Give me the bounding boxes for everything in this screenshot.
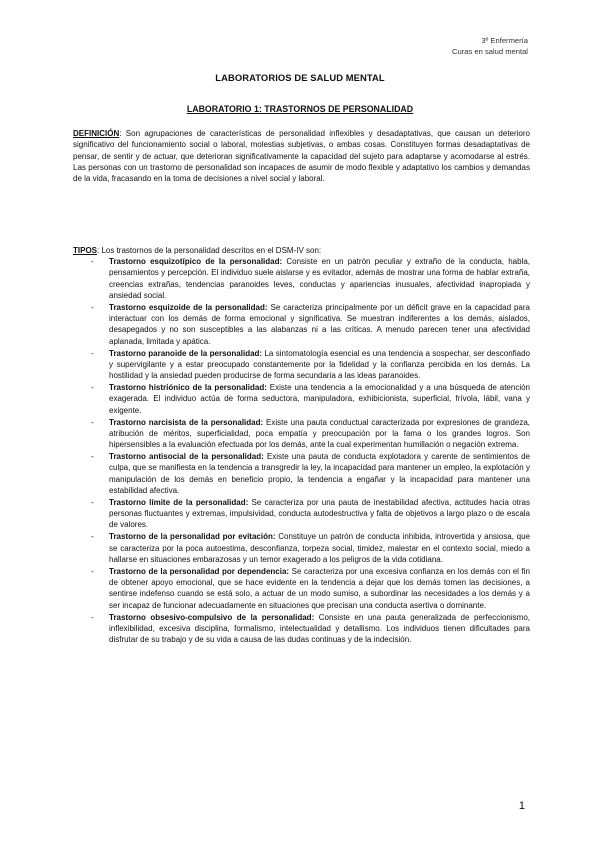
list-bullet: - bbox=[91, 383, 94, 393]
types-intro-text: : Los trastornos de la personalidad descritos en el DSM-IV son: bbox=[97, 246, 322, 255]
document-title: LABORATORIOS DE SALUD MENTAL bbox=[215, 72, 385, 83]
header-subject: Curas en salud mental bbox=[452, 47, 528, 56]
definition-text: : Son agrupaciones de características de personalidad inflexibles y desadaptativas, que causan un deterioro significativo del funcionamiento social o laboral, molestias subjetivas, o ambas cosas. Constituyen formas desadaptativas de pensar, de sentir y de actuar, que deterioran significativamente la capacidad del sujeto para adaptarse y acomodarse al estrés. Las personas con un trastorno de personalidad son incapaces de asumir de modo flexible y adaptativo los cambios y demandas de la vida, fracasando en la toma de decisiones a nivel social y laboral. bbox=[73, 129, 530, 184]
definition-paragraph bbox=[73, 128, 530, 184]
item-name: Trastorno de la personalidad por evitación: bbox=[109, 532, 276, 542]
list-item bbox=[73, 417, 530, 451]
list-item bbox=[73, 531, 530, 565]
item-text: Consiste en un patrón peculiar y extraño de la conducta, habla, pensamientos y percepción. El individuo suele aislarse y es evitador, además de mostrar una forma de hablar extraña, creencias extrañas, tendencias paranoides leves, conductas y apariencias inusuales, afectividad inapropiada y ansiedad social. bbox=[109, 257, 531, 300]
list-item bbox=[73, 256, 530, 301]
item-text: Existe una tendencia a la emocionalidad y a una búsqueda de atención exagerada. El individuo actúa de forma seductora, manipuladora, exhibicionista, superficial, frívola, lábil, vana y exigente. bbox=[109, 383, 530, 415]
list-item bbox=[73, 451, 530, 496]
list-bullet: - bbox=[91, 497, 94, 507]
list-bullet: - bbox=[91, 417, 94, 427]
list-bullet: - bbox=[91, 302, 94, 312]
item-name: Trastorno esquizotípico de la personalidad: bbox=[109, 257, 283, 266]
item-text: Se caracteriza por una pauta de inestabilidad afectiva, actitudes hacia otras personas fluctuantes y extremas, impulsividad, conducta autodestructiva y falta de objetivos a largo plazo o de escala de valores. bbox=[109, 497, 530, 530]
item-name: Trastorno de la personalidad por dependencia: bbox=[109, 566, 290, 576]
document-subtitle: LABORATORIO 1: TRASTORNOS DE PERSONALIDAD bbox=[186, 104, 414, 114]
item-text: Constituye un patrón de conducta inhibida, introvertida y ansiosa, que se caracteriza por la poca autoestima, desconfianza, torpeza social, timidez, malestar en el contexto social, miedo a hallarse en situaciones embarazosas y un temor exagerado a los peligros de la vida cotidiana. bbox=[109, 532, 530, 564]
item-name: Trastorno paranoide de la personalidad: bbox=[109, 348, 263, 358]
item-name: Trastorno antisocial de la personalidad: bbox=[109, 452, 264, 462]
item-name: Trastorno narcisista de la personalidad: bbox=[109, 417, 264, 427]
disorder-list bbox=[73, 256, 530, 646]
item-name: Trastorno histriónico de la personalidad: bbox=[109, 383, 267, 393]
item-text: Existe una pauta conductual caracterizada por expresiones de grandeza, atribución de méritos, superficialidad, poca empatía y preocupación por la fama o los grandes logros. Son hipersensibles a la evaluación efectuada por los demás, ante la cual experimentan humillación o negación extrema. bbox=[109, 417, 530, 450]
item-text: Se caracteriza principalmente por un déficit grave en la capacidad para interactuar con los demás de forma emocional y significativa. Se muestran indiferentes a los demás, aislados, desapegados y no son susceptibles a las alabanzas ni a las críticas. A menudo parecen tener una afectividad aplanada, limitada y apática. bbox=[109, 302, 530, 346]
list-item bbox=[73, 566, 530, 611]
types-label: TIPOS bbox=[73, 246, 98, 255]
list-item bbox=[73, 348, 530, 382]
item-text: La sintomatología esencial es una tendencia a sospechar, ser desconfiado y supervigilante y a estar preocupado constantemente por la fidelidad y la confianza percibida en los demás. La hostilidad y la ansiedad pueden producirse de forma secundaria a las ideas paranoides. bbox=[109, 348, 530, 381]
item-text: Existe una pauta de conducta explotadora y carente de sentimientos de culpa, que se manifiesta en la tendencia a transgredir la ley, la incapacidad para mantener un empleo, la explotación y manipulación de los demás en beneficio propio, la tendencia a engañar y la incapacidad para mantener una estabilidad afectiva. bbox=[109, 452, 530, 495]
list-item bbox=[73, 382, 530, 416]
page-header bbox=[452, 35, 528, 57]
list-bullet: - bbox=[91, 566, 94, 576]
page-number: 1 bbox=[518, 800, 525, 812]
item-name: Trastorno obsesivo-compulsivo de la personalidad: bbox=[109, 612, 315, 622]
list-bullet: - bbox=[91, 452, 94, 462]
item-name: Trastorno límite de la personalidad: bbox=[109, 497, 249, 507]
list-item bbox=[73, 612, 530, 646]
item-text: Se caracteriza por una excesiva confianza en los demás con el fin de obtener apoyo emocional, que se hace evidente en la tendencia a dejar que los demás tomen las decisiones, a sentirse indefenso cuando se está solo, a actuar de un modo sumiso, a subordinar las necesidades a los demás y a ser incapaz de funcionar adecuadamente en situaciones que precisan una conducta asertiva o dominante. bbox=[109, 566, 530, 610]
list-item bbox=[73, 497, 530, 531]
item-name: Trastorno esquizoide de la personalidad: bbox=[109, 302, 268, 312]
header-course: 3º Enfermería bbox=[481, 36, 528, 45]
types-intro bbox=[73, 245, 530, 256]
list-bullet: - bbox=[91, 612, 94, 622]
list-item bbox=[73, 302, 530, 347]
definition-label: DEFINICIÓN bbox=[73, 129, 120, 138]
list-bullet: - bbox=[91, 532, 94, 542]
list-bullet: - bbox=[91, 348, 94, 358]
list-bullet: - bbox=[91, 257, 94, 266]
item-text: Consiste en una pauta generalizada de perfeccionismo, inflexibilidad, excesiva disciplina, formalismo, intelectualidad y detallismo. Los individuos tienen dificultades para disfrutar de su trabajo y de su vida a causa de las dudas continuas y de la indecisión. bbox=[109, 612, 530, 645]
